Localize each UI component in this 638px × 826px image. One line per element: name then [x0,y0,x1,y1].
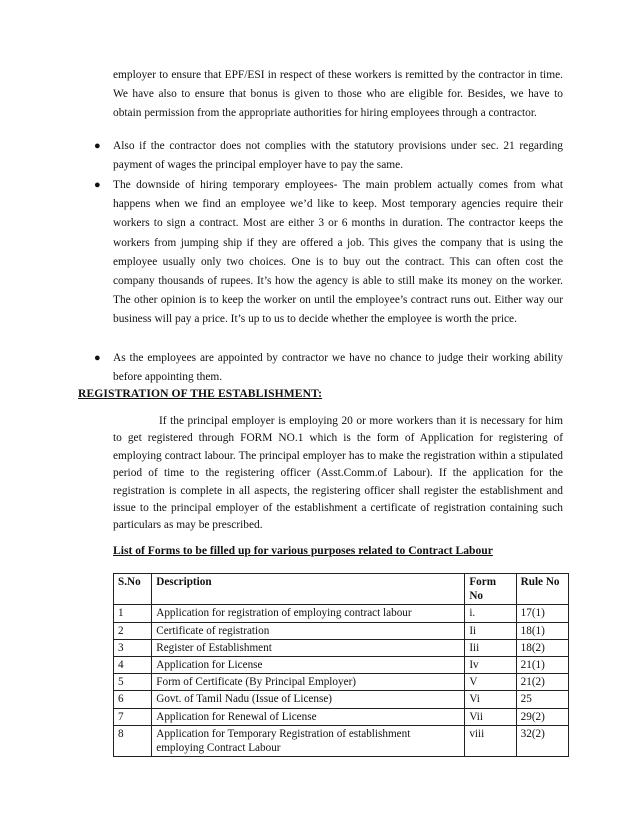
table-row [114,622,569,639]
cell-rule: 21(1) [516,657,568,674]
cell-sno: 4 [114,657,152,674]
table-row [114,605,569,622]
cell-sno: 2 [114,622,152,639]
bullet-text: Also if the contractor does not complies with the statutory provisions under sec. 21 regarding payment of wages the principal employer have to pay the same. [113,140,563,172]
cell-sno: 1 [114,605,152,622]
cell-form: Vii [465,708,516,725]
bullet-list [94,137,563,387]
table-row [114,691,569,708]
cell-description: Govt. of Tamil Nadu (Issue of License) [152,691,465,708]
bullet-icon: ● [94,352,101,364]
cell-rule: 25 [516,691,568,708]
cell-sno: 7 [114,708,152,725]
cell-form: viii [465,725,516,756]
table-row [114,657,569,674]
cell-sno: 8 [114,725,152,756]
continuation-paragraph: employer to ensure that EPF/ESI in respect of these workers is remitted by the contractor in time. We have also to ensure that bonus is given to those who are eligible for. Besides, we have to obtain permission from the appropriate authorities for hiring employees through a contractor. [113,69,563,120]
cell-description: Application for License [152,657,465,674]
table-row [114,708,569,725]
cell-rule: 21(2) [516,674,568,691]
forms-table [113,573,569,757]
table-row [114,725,569,756]
bullet-item [94,137,563,176]
cell-form: Ii [465,622,516,639]
bullet-text: The downside of hiring temporary employees- The main problem actually comes from what happens when we find an employee we’d like to keep. Most temporary agencies require their workers to sign a contract. Most are either 3 or 6 months in duration. The contractor keeps the workers from jumping ship if they are offered a job. This gives the company that is using the employee usually only two choices. One is to buy out the contract. This can often cost the company thousands of rupees. It’s how the agency is able to still make its money on the worker. The other opinion is to keep the worker on until the employee’s contract runs out. Either way our business will pay a price. It’s up to us to decide whether the employee is worth the price. [113,179,563,326]
header-rule-no: Rule No [516,574,568,605]
cell-description: Certificate of registration [152,622,465,639]
bullet-text: As the employees are appointed by contractor we have no chance to judge their working ability before appointing them. [113,352,563,384]
bullet-icon: ● [94,140,101,152]
bullet-item [94,176,563,349]
cell-rule: 32(2) [516,725,568,756]
registration-paragraph [113,413,563,535]
cell-description: Application for Renewal of License [152,708,465,725]
bullet-icon: ● [94,179,101,191]
cell-form: i. [465,605,516,622]
bullet-item [94,349,563,387]
table-row [114,639,569,656]
table-row [114,674,569,691]
cell-description: Form of Certificate (By Principal Employer) [152,674,465,691]
cell-sno: 3 [114,639,152,656]
cell-form: V [465,674,516,691]
table-header-row [114,574,569,605]
header-sno: S.No [114,574,152,605]
cell-rule: 18(1) [516,622,568,639]
cell-rule: 18(2) [516,639,568,656]
header-form-no: Form No [465,574,516,605]
registration-text: If the principal employer is employing 20 or more workers than it is necessary for him to get registered through FORM NO.1 which is the form of Application for registering of employing contract labour. The principal employer has to make the registration within a stipulated period of time to the registering officer (Asst.Comm.of Labour). If the application for the registration is complete in all aspects, the registering officer shall register the establishment and issue to the principal employer of the establishment a certificate of registration containing such particulars as may be prescribed. [113,415,563,532]
cell-rule: 29(2) [516,708,568,725]
cell-description: Application for registration of employing contract labour [152,605,465,622]
cell-rule: 17(1) [516,605,568,622]
cell-sno: 5 [114,674,152,691]
forms-table-title: List of Forms to be filled up for various purposes related to Contract Labour [113,544,493,557]
cell-form: Iii [465,639,516,656]
cell-description: Register of Establishment [152,639,465,656]
cell-sno: 6 [114,691,152,708]
header-description: Description [152,574,465,605]
cell-form: Iv [465,657,516,674]
cell-description: Application for Temporary Registration of establishment employing Contract Labour [152,725,465,756]
section-heading: REGISTRATION OF THE ESTABLISHMENT: [78,387,323,400]
cell-form: Vi [465,691,516,708]
